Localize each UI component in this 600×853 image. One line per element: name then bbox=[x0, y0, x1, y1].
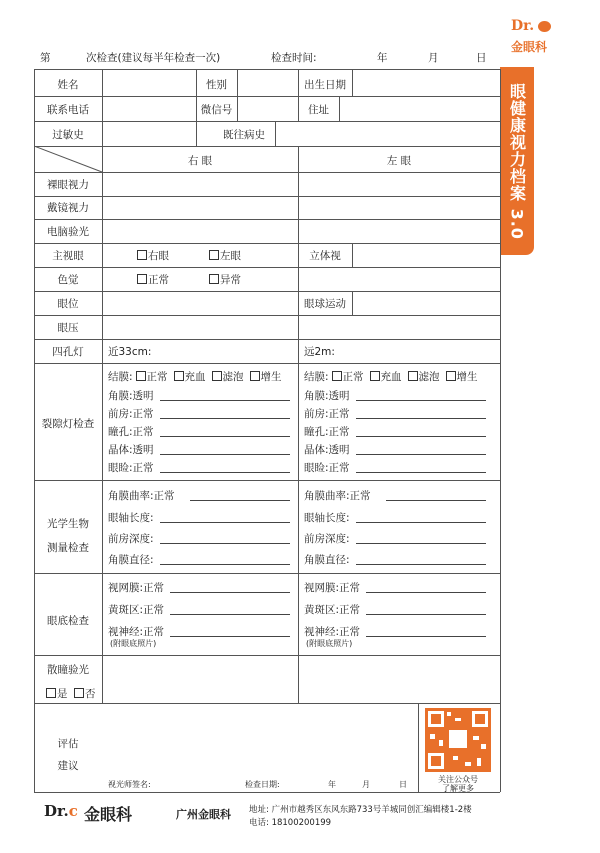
check-date-label: 检查日期: bbox=[245, 780, 280, 789]
dilation-label: 散瞳验光 bbox=[47, 664, 89, 676]
corneal-diameter-item: 角膜直径: bbox=[108, 554, 154, 566]
fundus-photo-note: (附眼底照片) bbox=[306, 639, 353, 648]
footer-org: 广州金眼科 bbox=[176, 808, 231, 821]
acd-item: 前房深度: bbox=[108, 533, 154, 545]
pupil-item: 瞳孔:正常 bbox=[108, 426, 154, 438]
macula-item: 黄斑区:正常 bbox=[304, 604, 361, 616]
fundus-label: 眼底检查 bbox=[47, 615, 89, 627]
retina-item: 视网膜:正常 bbox=[108, 582, 165, 594]
history-label: 既往病史 bbox=[223, 129, 265, 141]
suggestion-label: 建议 bbox=[57, 760, 79, 772]
eyelid-item: 眼睑:正常 bbox=[108, 462, 154, 474]
biometry-label-1: 光学生物 bbox=[47, 518, 89, 530]
naked-vision-label: 裸眼视力 bbox=[47, 179, 89, 191]
optic-nerve-item: 视神经:正常 bbox=[108, 626, 165, 638]
worth-four-dot-label: 四孔灯 bbox=[52, 346, 84, 358]
qr-code-icon bbox=[425, 708, 491, 772]
slit-lamp-label: 裂隙灯检查 bbox=[41, 418, 95, 430]
biometry-label-2: 测量检查 bbox=[47, 542, 89, 554]
birth-label: 出生日期 bbox=[304, 79, 346, 91]
keratometry-item: 角膜曲率:正常 bbox=[304, 490, 371, 502]
checkbox-icon bbox=[209, 250, 219, 260]
optometrist-signature-label: 视光师签名: bbox=[108, 780, 151, 789]
logo-dr-text: Dr. bbox=[511, 18, 535, 34]
axial-length-item: 眼轴长度: bbox=[108, 512, 154, 524]
checkbox-icon bbox=[137, 274, 147, 284]
footer-logo-dr: Dr.c bbox=[44, 802, 78, 820]
anterior-chamber-item: 前房:正常 bbox=[304, 408, 350, 420]
address-label: 住址 bbox=[308, 104, 329, 116]
gender-label: 性别 bbox=[206, 79, 227, 91]
dominant-eye-label: 主视眼 bbox=[52, 250, 84, 262]
exam-number-note: 次检查(建议每半年检查一次) bbox=[86, 52, 221, 64]
side-tab bbox=[500, 67, 534, 255]
exam-number-prefix: 第 bbox=[40, 52, 51, 64]
wechat-label: 微信号 bbox=[200, 104, 233, 116]
dominant-right-option[interactable]: 右眼 bbox=[137, 248, 169, 263]
dilation-yes-option[interactable]: 是 bbox=[46, 686, 68, 701]
color-abnormal-option[interactable]: 异常 bbox=[209, 272, 241, 287]
eye-position-label: 眼位 bbox=[57, 298, 79, 310]
far-distance-label: 远2m: bbox=[304, 346, 335, 358]
allergy-label: 过敏史 bbox=[52, 129, 84, 141]
computer-refraction-label: 电脑验光 bbox=[47, 226, 89, 238]
right-eye-header: 右 眼 bbox=[187, 155, 213, 167]
dominant-left-option[interactable]: 左眼 bbox=[209, 248, 241, 263]
date-day-label: 日 bbox=[399, 780, 407, 789]
checkbox-icon bbox=[46, 688, 56, 698]
qr-caption-1: 关注公众号 bbox=[438, 775, 478, 784]
name-label: 姓名 bbox=[57, 79, 79, 91]
acd-item: 前房深度: bbox=[304, 533, 350, 545]
stereo-label: 立体视 bbox=[309, 250, 341, 262]
keratometry-item: 角膜曲率:正常 bbox=[108, 490, 175, 502]
eye-movement-label: 眼球运动 bbox=[304, 298, 346, 310]
eye-pressure-label: 眼压 bbox=[57, 322, 79, 334]
evaluation-label: 评估 bbox=[57, 738, 79, 750]
optic-nerve-item: 视神经:正常 bbox=[304, 626, 361, 638]
conjunctiva-label: 结膜: bbox=[108, 371, 133, 383]
retina-item: 视网膜:正常 bbox=[304, 582, 361, 594]
cornea-item: 角膜:透明 bbox=[304, 390, 350, 402]
pupil-item: 瞳孔:正常 bbox=[304, 426, 350, 438]
checkbox-icon bbox=[74, 688, 84, 698]
qr-caption-2: 了解更多 bbox=[442, 784, 474, 793]
lens-item: 晶体:透明 bbox=[304, 444, 350, 456]
lens-item: 晶体:透明 bbox=[108, 444, 154, 456]
logo-name-text: 金眼科 bbox=[511, 40, 548, 54]
dilation-no-option[interactable]: 否 bbox=[74, 686, 96, 701]
footer-address: 地址: 广州市越秀区东风东路733号羊城同创汇编辑楼1-2楼 bbox=[249, 805, 472, 815]
diagonal-header bbox=[34, 146, 103, 173]
left-eye-header: 左 眼 bbox=[386, 155, 412, 167]
macula-item: 黄斑区:正常 bbox=[108, 604, 165, 616]
axial-length-item: 眼轴长度: bbox=[304, 512, 350, 524]
logo-mark-icon bbox=[538, 21, 551, 32]
check-year-label: 年 bbox=[377, 52, 388, 64]
glasses-vision-label: 戴镜视力 bbox=[47, 202, 89, 214]
checkbox-icon bbox=[137, 250, 147, 260]
cornea-item: 角膜:透明 bbox=[108, 390, 154, 402]
color-normal-option[interactable]: 正常 bbox=[137, 272, 169, 287]
brand-logo bbox=[507, 18, 567, 58]
footer-logo-name: 金眼科 bbox=[84, 805, 133, 824]
check-month-label: 月 bbox=[428, 52, 439, 64]
eyelid-item: 眼睑:正常 bbox=[304, 462, 350, 474]
check-time-label: 检查时间: bbox=[271, 52, 317, 64]
check-day-label: 日 bbox=[476, 52, 487, 64]
corneal-diameter-item: 角膜直径: bbox=[304, 554, 350, 566]
date-year-label: 年 bbox=[328, 780, 336, 789]
near-distance-label: 近33cm: bbox=[108, 346, 152, 358]
phone-label: 联系电话 bbox=[47, 104, 89, 116]
footer-phone: 电话: 18100200199 bbox=[249, 818, 332, 828]
date-month-label: 月 bbox=[362, 780, 370, 789]
color-vision-label: 色觉 bbox=[57, 274, 79, 286]
anterior-chamber-item: 前房:正常 bbox=[108, 408, 154, 420]
footer-logo bbox=[44, 799, 154, 827]
checkbox-icon bbox=[209, 274, 219, 284]
fundus-photo-note: (附眼底照片) bbox=[110, 639, 157, 648]
side-tab-text: 眼健康视力档案 3.0 bbox=[507, 82, 527, 240]
